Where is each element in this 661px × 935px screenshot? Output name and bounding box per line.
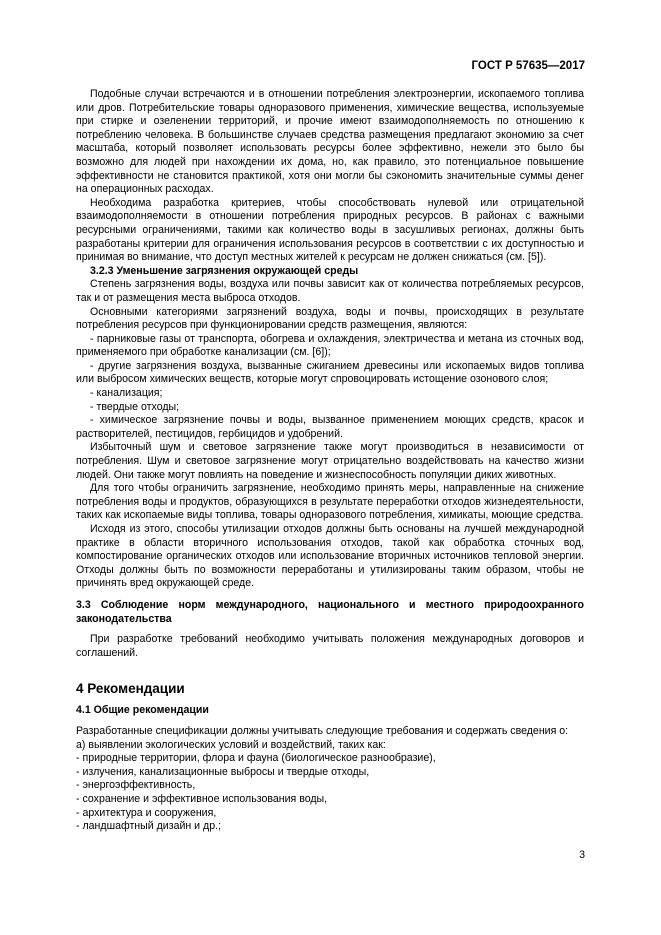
list-item: - ландшафтный дизайн и др.;: [76, 820, 222, 833]
section-heading: 3.3 Соблюдение норм международного, национального и местного природоохранного законодательства: [76, 598, 584, 625]
list-item: - парниковые газы от транспорта, обогрева и охлаждения, электричества и метана из сточных вод, применяемого при обработке канализации (см. [6]);: [76, 332, 584, 359]
list-item: - архитектура и сооружения,: [76, 806, 217, 819]
document-id-header: ГОСТ Р 57635—2017: [471, 60, 585, 72]
paragraph: Избыточный шум и световое загрязнение также могут производиться в независимости от потребления. Шум и световое загрязнение могут отрицательно воздействовать на качество жизни людей. Они также могут повлиять на поведение и жизнеспособность популяции диких животных.: [76, 441, 584, 481]
paragraph: Разработанные спецификации должны учитывать следующие требования и содержать сведения о:: [76, 724, 569, 737]
page-number: 3: [579, 849, 585, 861]
list-item: - канализация;: [90, 387, 163, 400]
list-item: - твердые отходы;: [90, 400, 180, 413]
list-item: - химическое загрязнение почвы и воды, вызванное применением моющих средств, красок и растворителей, пестицидов, гербицидов и удобрений.: [76, 414, 584, 440]
paragraph: Исходя из этого, способы утилизации отходов должны быть основаны на лучшей международной практике в области вторичного использования отходов, такой как обработка сточных вод, компостирование органических отходов или использование вторичных источников тепловой энергии. Отходы должны быть по возможности переработаны и утилизированы таким образом, чтобы не причинять вред окружающей среде.: [76, 523, 584, 590]
paragraph: При разработке требований необходимо учитывать положения международных договоров и соглашений.: [76, 633, 584, 659]
list-item: а) выявлении экологических условий и воздействий, таких как:: [76, 738, 386, 751]
chapter-heading: 4 Рекомендации: [76, 681, 185, 697]
list-item: - природные территории, флора и фауна (биологическое разнообразие),: [76, 752, 436, 765]
paragraph: Основными категориями загрязнений воздуха, воды и почвы, происходящих в результате потребления ресурсов при функционировании средств размещения, являются:: [76, 305, 584, 332]
paragraph: Для того чтобы ограничить загрязнение, необходимо принять меры, направленные на снижение потребления воды и продуктов, образующихся в результате переработки отходов жизнедеятельности, таких как ископаемые виды топлива, товары одноразового потребления, химикаты, моющие средства.: [76, 482, 584, 522]
section-heading: 4.1 Общие рекомендации: [76, 704, 209, 717]
list-item: - энергоэффективность,: [76, 779, 196, 792]
page-content: [76, 88, 584, 834]
subsection-heading: 3.2.3 Уменьшение загрязнения окружающей среды: [90, 264, 359, 277]
paragraph: Подобные случаи встречаются и в отношении потребления электроэнергии, ископаемого топлива или дров. Потребительские товары одноразового применения, химические вещества, используемые при стирке и озеленении территорий, и прочие имеют взаимодополняемость по отношению к потреблению человека. В большинстве случаев средства размещения предлагают экономию за счет масштаба, который позволяет использовать ресурсы более эффективно, нежели это было бы возможно для людей при нахождении их дома, но, как правило, это потенциальное повышение эффективности не становится практикой, хотя они могли бы сэкономить значительные суммы денег на операционных расходах.: [76, 88, 584, 196]
paragraph: Степень загрязнения воды, воздуха или почвы зависит как от количества потребляемых ресурсов, так и от размещения места выброса отходов.: [76, 278, 584, 304]
list-item: - сохранение и эффективное использования воды,: [76, 792, 328, 805]
list-item: - излучения, канализационные выбросы и твердые отходы,: [76, 765, 370, 778]
paragraph: Необходима разработка критериев, чтобы способствовать нулевой или отрицательной взаимодополняемости в отношении потребления природных ресурсов. В районах с важными ресурсными ограничениями, такими как количество воды в засушливых регионах, должны быть разработаны критерии для ограничения использования ресурсов в соответствии с их доступностью и принимая во внимание, что доступ местных жителей к ресурсам не должен снижаться (см. [5]).: [76, 196, 584, 264]
list-item: - другие загрязнения воздуха, вызванные сжиганием древесины или ископаемых видов топлива или выбросом химических веществ, которые могут спровоцировать истощение озонового слоя;: [76, 359, 584, 386]
